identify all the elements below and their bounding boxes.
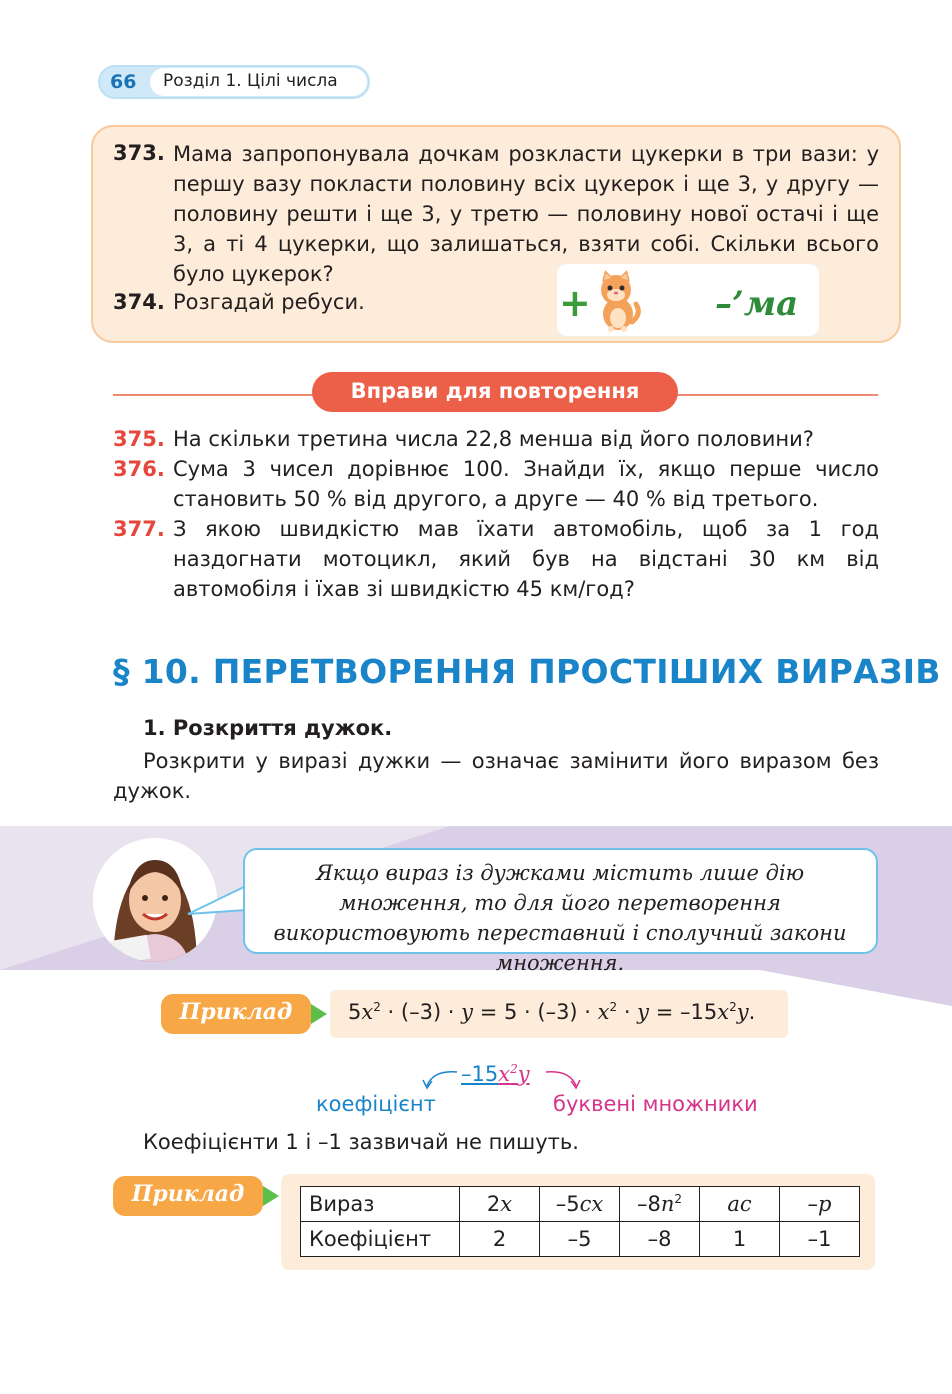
rebus-suffix: –’ма	[715, 284, 799, 324]
coefficient-table	[300, 1186, 860, 1257]
review-text: Сума 3 чисел дорівнює 100. Знайди їх, якщо перше число становить 50 % від другого, а друге — 40 % від третього.	[173, 457, 879, 511]
table-cell: –5cx	[540, 1187, 620, 1222]
subheading: 1. Розкриття дужок.	[143, 716, 393, 740]
table-cell: –5	[540, 1222, 620, 1257]
coefficient-expression	[461, 1062, 530, 1086]
section-heading: § 10. ПЕРЕТВОРЕННЯ ПРОСТІШИХ ВИРАЗІВ	[113, 652, 941, 691]
review-number: 375.	[113, 427, 165, 451]
table-row	[301, 1187, 860, 1222]
example-label: Приклад	[179, 999, 293, 1025]
review-title: Вправи для повторення	[350, 379, 640, 403]
arrow-right-icon	[540, 1066, 590, 1094]
example-label: Приклад	[131, 1181, 245, 1207]
review-number: 377.	[113, 517, 165, 541]
review-text: На скільки третина числа 22,8 менша від його половини?	[173, 427, 814, 451]
speech-tail	[186, 880, 250, 930]
note-text: Коефіцієнти 1 і –1 зазвичай не пишуть.	[143, 1130, 579, 1154]
speech-text: Якщо вираз із дужками містить лише дію множення, то для його перетворення використовують переставний і сполучний закони множення.	[273, 861, 847, 975]
chapter-title: Розділ 1. Цілі числа	[163, 71, 338, 91]
task-text: Мама запропонувала дочкам розкласти цукерки в три вази: у першу вазу покласти половину всіх цукерок і ще 3, у другу — половину решти і ще 3, у третю — половину нової остачі і ще 3, а ті 4 цукерки, що залишаться, взяти собі. Скільки всього було цукерок?	[173, 142, 879, 286]
pointer-arrow-icon	[263, 1186, 279, 1206]
review-number: 376.	[113, 457, 165, 481]
table-cell: $-8n^2$	[620, 1187, 700, 1222]
table-cell: 2x	[460, 1187, 540, 1222]
cat-icon	[592, 270, 642, 332]
letters-label: буквені множники	[553, 1092, 758, 1116]
table-cell: –1	[780, 1222, 860, 1257]
paragraph: Розкрити у виразі дужки — означає замінити його виразом без дужок.	[113, 749, 879, 803]
task-number: 373.	[113, 141, 165, 165]
coefficient-label: коефіцієнт	[316, 1092, 436, 1116]
coefficient-number: –15	[461, 1062, 499, 1086]
table-cell: 2	[460, 1222, 540, 1257]
table-row	[301, 1222, 860, 1257]
task-number: 374.	[113, 290, 165, 314]
rebus-plus: +	[559, 281, 591, 325]
table-cell: 1	[700, 1222, 780, 1257]
table-cell: Коефіцієнт	[301, 1222, 460, 1257]
arrow-left-icon	[417, 1066, 467, 1094]
table-cell: –p	[780, 1187, 860, 1222]
table-cell: –8	[620, 1222, 700, 1257]
example-formula: $5x^2 \cdot (-3) \cdot y = 5 \cdot (-3) \cdot x^2 \cdot y = -15x^2y$.	[348, 1000, 756, 1024]
task-text: Розгадай ребуси.	[173, 290, 365, 314]
letter-factors: $x^2y$	[498, 1062, 530, 1086]
table-cell: ac	[700, 1187, 780, 1222]
page-number: 66	[110, 71, 137, 93]
pointer-arrow-icon	[311, 1004, 327, 1024]
table-cell: Вираз	[301, 1187, 460, 1222]
review-text: З якою швидкістю мав їхати автомобіль, щоб за 1 год наздогнати мотоцикл, який був на відстані 30 км від автомобіля і їхав зі швидкістю 45 км/год?	[173, 517, 879, 601]
